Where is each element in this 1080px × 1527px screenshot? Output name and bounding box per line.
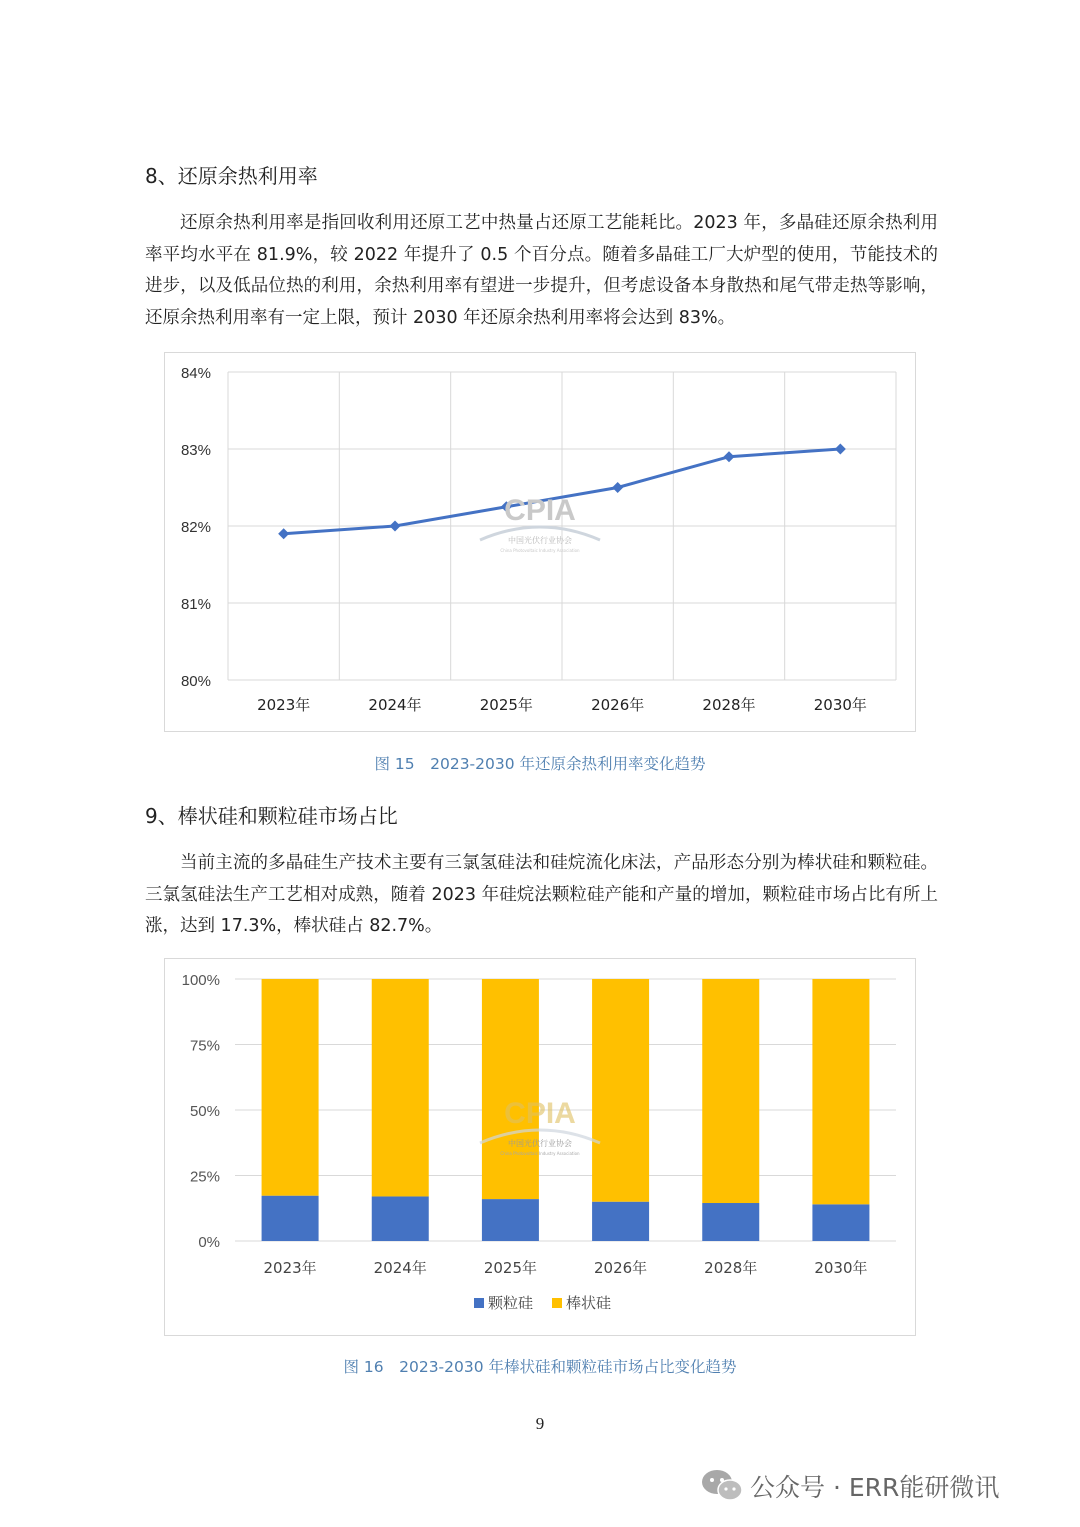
watermark-name-cn: 中国光伏行业协会 bbox=[508, 536, 572, 545]
watermark bbox=[470, 1089, 610, 1169]
cpia-watermark-logo bbox=[470, 1089, 610, 1169]
watermark-name-en: China Photovoltaic Industry Association bbox=[500, 548, 580, 553]
x-tick-label: 2028年 bbox=[702, 696, 756, 714]
figure-caption-15: 图 15 2023-2030 年还原余热利用率变化趋势 bbox=[374, 755, 706, 773]
line-chart-frame bbox=[164, 352, 916, 732]
bar-granular bbox=[262, 1196, 319, 1241]
x-tick-label: 2025年 bbox=[483, 1259, 538, 1277]
page-number: 9 bbox=[535, 1414, 545, 1433]
stacked-bar-chart-frame bbox=[164, 958, 916, 1336]
watermark-logo-text: CPIA bbox=[504, 494, 576, 527]
bar-granular bbox=[372, 1196, 429, 1241]
figure-caption-16: 图 16 2023-2030 年棒状硅和颗粒硅市场占比变化趋势 bbox=[343, 1358, 737, 1376]
bar-granular bbox=[812, 1204, 869, 1241]
y-tick-label: 75% bbox=[189, 1037, 220, 1055]
data-point bbox=[835, 444, 846, 455]
bar-rod bbox=[812, 979, 869, 1204]
section-paragraph-8: 还原余热利用率是指回收利用还原工艺中热量占还原工艺能耗比。2023 年，多晶硅还原余热利用率平均水平在 81.9%，较 2022 年提升了 0.5 个百分点。随着多晶硅工厂大炉型的使用，节能技术的进步，以及低品位热的利用，余热利用率有望进一步提升，但考虑设备本身散热和尾气带走热等影响，还原余热利用率有一定上限，预计 2030 年还原余热利用率将会达到 83%。 bbox=[145, 213, 938, 328]
x-tick-label: 2026年 bbox=[593, 1259, 648, 1277]
y-tick-label: 81% bbox=[180, 596, 211, 613]
data-point bbox=[278, 528, 289, 539]
footer-text: 公众号 · ERR能研微讯 bbox=[750, 1473, 1000, 1502]
y-tick-label: 50% bbox=[189, 1103, 220, 1120]
y-tick-label: 80% bbox=[180, 673, 211, 690]
bar-rod bbox=[702, 979, 759, 1203]
y-tick-label: 83% bbox=[180, 442, 211, 459]
data-point bbox=[612, 482, 623, 493]
x-tick-label: 2023年 bbox=[263, 1259, 317, 1277]
watermark-name-en: China Photovoltaic Industry Association bbox=[500, 1151, 580, 1156]
data-point bbox=[390, 521, 401, 532]
x-tick-label: 2026年 bbox=[591, 696, 645, 714]
y-tick-label: 25% bbox=[189, 1168, 220, 1186]
x-tick-label: 2030年 bbox=[813, 696, 867, 714]
legend-swatch-rod bbox=[552, 1298, 562, 1308]
x-tick-label: 2028年 bbox=[704, 1259, 758, 1277]
y-tick-label: 82% bbox=[180, 519, 211, 536]
x-tick-label: 2030年 bbox=[814, 1259, 868, 1277]
wechat-icon bbox=[700, 1468, 744, 1502]
bar-granular bbox=[702, 1203, 759, 1241]
watermark-name-cn: 中国光伏行业协会 bbox=[508, 1139, 572, 1148]
section-paragraph-9: 当前主流的多晶硅生产技术主要有三氯氢硅法和硅烷流化床法，产品形态分别为棒状硅和颗粒硅。三氯氢硅法生产工艺相对成熟，随着 2023 年硅烷法颗粒硅产能和产量的增加，颗粒硅市场占比有所上涨，达到 17.3%，棒状硅占 82.7%。 bbox=[145, 853, 938, 936]
bar-rod bbox=[262, 979, 319, 1196]
x-tick-label: 2024年 bbox=[373, 1259, 427, 1277]
legend-swatch-granular bbox=[474, 1298, 484, 1308]
bar-granular bbox=[482, 1199, 539, 1241]
section-heading-8: 8、还原余热利用率 bbox=[145, 164, 318, 188]
watermark bbox=[470, 486, 610, 566]
y-tick-label: 100% bbox=[181, 972, 220, 989]
y-tick-label: 0% bbox=[198, 1234, 220, 1251]
legend-label-granular: 颗粒硅 bbox=[488, 1294, 534, 1312]
cpia-watermark-logo bbox=[470, 486, 610, 566]
x-tick-label: 2023年 bbox=[257, 696, 311, 714]
wechat-footer bbox=[700, 1466, 1060, 1506]
x-tick-label: 2024年 bbox=[368, 696, 422, 714]
bar-rod bbox=[372, 979, 429, 1196]
x-tick-label: 2025年 bbox=[479, 696, 533, 714]
section-heading-9: 9、棒状硅和颗粒硅市场占比 bbox=[145, 804, 398, 828]
watermark-logo-text: CPIA bbox=[504, 1097, 576, 1130]
y-tick-label: 84% bbox=[180, 365, 211, 382]
data-point bbox=[724, 451, 735, 462]
bar-granular bbox=[592, 1202, 649, 1241]
legend-label-rod: 棒状硅 bbox=[566, 1294, 612, 1312]
